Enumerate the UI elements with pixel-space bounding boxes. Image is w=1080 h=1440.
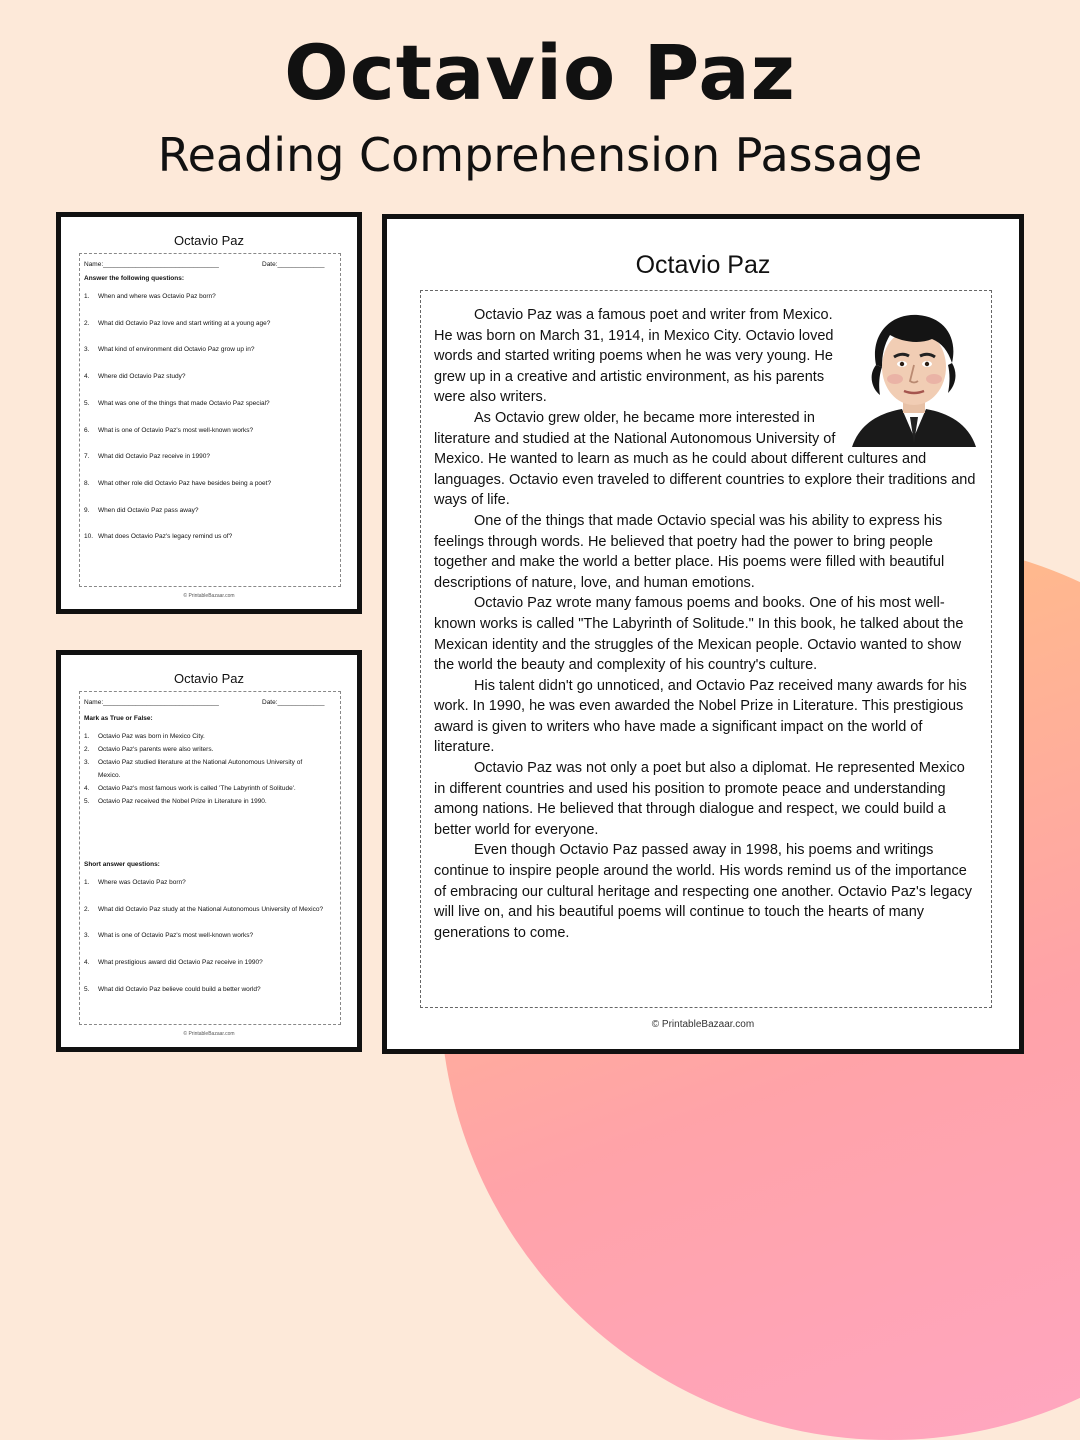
item-number: 2. bbox=[84, 746, 90, 753]
item-number: 1. bbox=[84, 733, 90, 740]
question-item bbox=[84, 399, 336, 408]
item-number: 3. bbox=[84, 346, 90, 354]
item-text: What does Octavio Paz's legacy remind us of? bbox=[98, 533, 233, 541]
passage-paragraph: Octavio Paz was a famous poet and writer from Mexico. He was born on March 31, 1914, in Mexico City. Octavio loved words and started writing poems when he was very young. He grew up in a creative and artistic environment, as his parents were also writers. bbox=[434, 307, 834, 406]
item-number: 2. bbox=[84, 319, 90, 327]
worksheet-footer: © PrintableBazaar.com bbox=[183, 593, 235, 599]
item-text: What other role did Octavio Paz have besides being a poet? bbox=[98, 479, 272, 487]
item-number: 6. bbox=[84, 426, 90, 434]
worksheet-footer: © PrintableBazaar.com bbox=[183, 1031, 235, 1037]
passage-text bbox=[434, 305, 976, 943]
tf-instruction: Mark as True or False: bbox=[84, 715, 153, 722]
item-text: What kind of environment did Octavio Paz grow up in? bbox=[98, 346, 255, 354]
item-number: 4. bbox=[84, 785, 90, 792]
item-number: 3. bbox=[84, 932, 90, 940]
short-answer-item bbox=[84, 931, 336, 940]
item-text: What did Octavio Paz believe could build a better world? bbox=[98, 985, 261, 993]
item-number: 10. bbox=[84, 533, 94, 541]
item-number: 4. bbox=[84, 959, 90, 967]
truefalse-item bbox=[84, 797, 336, 806]
item-number: 7. bbox=[84, 453, 90, 461]
passage-paragraph: Octavio Paz was not only a poet but also a diplomat. He represented Mexico in different countries and used his position to promote peace and understanding among nations. He believed that through dialogue and respect, we could build a better world for everyone. bbox=[434, 760, 965, 838]
question-item bbox=[84, 292, 336, 301]
passage-footer: © PrintableBazaar.com bbox=[651, 1019, 755, 1030]
worksheet-questions-preview bbox=[56, 212, 362, 614]
item-number: 8. bbox=[84, 479, 90, 487]
sa-instruction: Short answer questions: bbox=[84, 861, 160, 868]
worksheet-frame bbox=[79, 691, 341, 1025]
item-number: 5. bbox=[84, 798, 90, 805]
worksheet-title: Octavio Paz bbox=[173, 233, 245, 248]
passage-paragraph: As Octavio grew older, he became more interested in literature and studied at the National Autonomous University of Mexico. He wanted to learn as much as he could about different cultures and languages. Octavio even traveled to different countries to explore their traditions and ways of life. bbox=[434, 409, 976, 509]
item-text: Octavio Paz's most famous work is called 'The Labyrinth of Solitude'. bbox=[98, 785, 296, 792]
passage-paragraph: One of the things that made Octavio special was his ability to express his feelings through words. He believed that poetry had the power to bring people together and make the world a better place. His poems were filled with beautiful descriptions of nature, love, and human emotions. bbox=[434, 512, 945, 591]
question-item bbox=[84, 426, 336, 435]
item-text: What did Octavio Paz love and start writing at a young age? bbox=[98, 319, 271, 327]
truefalse-item bbox=[84, 732, 336, 741]
worksheet-frame bbox=[79, 253, 341, 587]
item-text: When and where was Octavio Paz born? bbox=[98, 293, 216, 300]
item-number: 9. bbox=[84, 506, 90, 514]
question-item bbox=[84, 479, 336, 488]
short-answer-item bbox=[84, 905, 336, 914]
question-item bbox=[84, 506, 336, 515]
instruction-text: Answer the following questions: bbox=[84, 275, 185, 282]
item-text: When did Octavio Paz pass away? bbox=[98, 506, 199, 514]
item-text: Octavio Paz studied literature at the National Autonomous University of bbox=[98, 759, 303, 766]
question-item bbox=[84, 372, 336, 381]
page-subtitle: Reading Comprehension Passage bbox=[157, 128, 923, 182]
truefalse-item bbox=[84, 745, 336, 754]
truefalse-item bbox=[84, 758, 336, 767]
short-answer-item bbox=[84, 958, 336, 967]
item-number: 1. bbox=[84, 293, 90, 300]
passage-sheet bbox=[382, 214, 1024, 1054]
item-text: Where was Octavio Paz born? bbox=[98, 879, 186, 886]
worksheet-truefalse-preview bbox=[56, 650, 362, 1052]
short-answer-item bbox=[84, 985, 336, 994]
item-text: What was one of the things that made Octavio Paz special? bbox=[98, 399, 270, 407]
item-number: 5. bbox=[84, 985, 90, 993]
name-date-row bbox=[84, 698, 336, 707]
short-answer-item bbox=[84, 878, 336, 887]
passage-title: Octavio Paz bbox=[635, 251, 771, 279]
question-item bbox=[84, 319, 336, 328]
name-label: Name:________________________________ bbox=[84, 261, 219, 268]
name-date-row bbox=[84, 260, 336, 269]
question-item bbox=[84, 532, 336, 541]
date-label: Date:_____________ bbox=[262, 261, 325, 268]
item-number: 5. bbox=[84, 399, 90, 407]
worksheet-title: Octavio Paz bbox=[173, 671, 245, 686]
item-text: Octavio Paz received the Nobel Prize in Literature in 1990. bbox=[98, 798, 267, 805]
item-text: What did Octavio Paz receive in 1990? bbox=[98, 453, 211, 461]
portrait-illustration-icon bbox=[846, 305, 982, 447]
passage-paragraph: Even though Octavio Paz passed away in 1998, his poems and writings continue to inspire people around the world. His words remind us of the importance of embracing our cultural heritage and respecting one another. Octavio Paz's legacy will live on, and his beautiful poems will continue to touch the hearts of many generations to come. bbox=[434, 842, 972, 941]
item-number: 2. bbox=[84, 905, 90, 913]
date-label: Date:_____________ bbox=[262, 699, 325, 706]
passage-paragraph: Octavio Paz wrote many famous poems and books. One of his most well-known works is called "The Labyrinth of Solitude." In this book, he talked about the Mexican identity and the struggles of the Mexican people. Octavio wanted to show the world the beauty and complexity of his country's culture. bbox=[434, 595, 964, 674]
item-text: What is one of Octavio Paz's most well-known works? bbox=[98, 932, 254, 940]
item-number: 1. bbox=[84, 879, 90, 886]
item-number: 3. bbox=[84, 759, 90, 766]
item-text: What is one of Octavio Paz's most well-known works? bbox=[98, 426, 254, 434]
item-text: Where did Octavio Paz study? bbox=[98, 373, 186, 381]
name-label: Name:________________________________ bbox=[84, 699, 219, 706]
item-text: What prestigious award did Octavio Paz receive in 1990? bbox=[98, 959, 263, 967]
item-number: 4. bbox=[84, 373, 90, 381]
item-text: Octavio Paz's parents were also writers. bbox=[98, 746, 214, 753]
question-item bbox=[84, 345, 336, 354]
question-item bbox=[84, 452, 336, 461]
item-text: Octavio Paz was born in Mexico City. bbox=[98, 733, 205, 740]
item-text: Mexico. bbox=[98, 772, 121, 779]
truefalse-item-continued bbox=[84, 771, 336, 780]
item-text: What did Octavio Paz study at the National Autonomous University of Mexico? bbox=[98, 905, 324, 913]
passage-paragraph: His talent didn't go unnoticed, and Octavio Paz received many awards for his work. In 1990, he was even awarded the Nobel Prize in Literature. This prestigious award is given to writers who have made a significant impact on the world of literature. bbox=[434, 677, 967, 756]
passage-frame bbox=[420, 290, 992, 1008]
page-title: Octavio Paz bbox=[284, 28, 796, 117]
truefalse-item bbox=[84, 784, 336, 793]
